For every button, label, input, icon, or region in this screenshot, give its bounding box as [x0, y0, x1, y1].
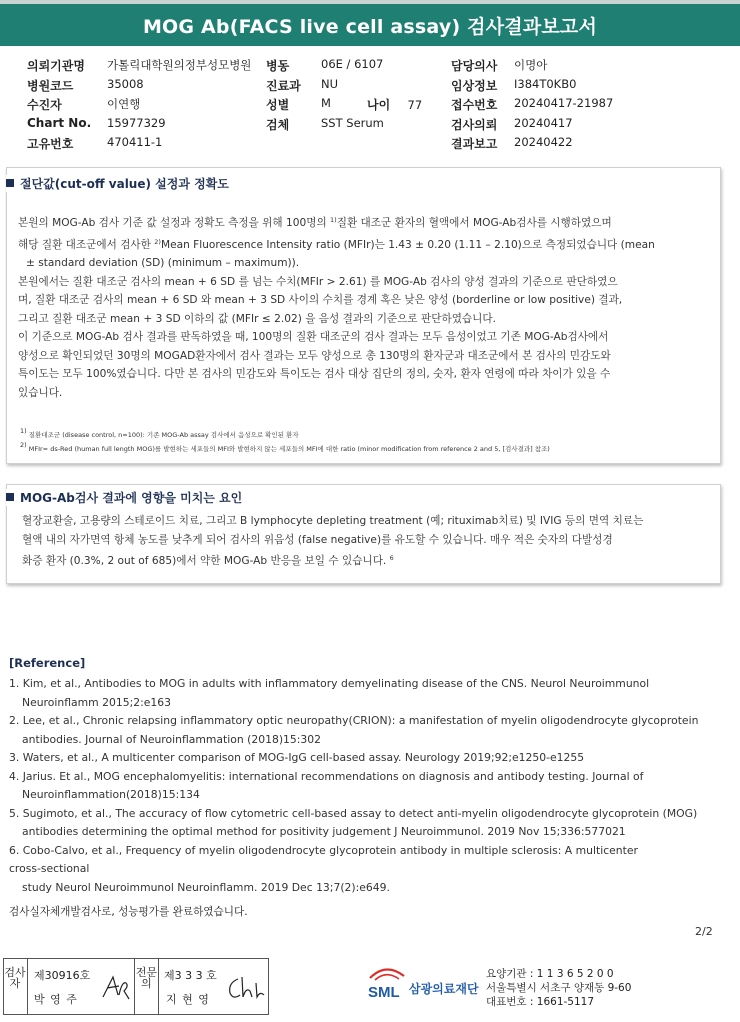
reference-item: 6. Cobo-Calvo, et al., Frequency of myelin oligodendrocyte glycoprotein antibody in multiple sclerosis: A multicenter cross-sectional study Neurol Neuroimmunol Neuroinflamm. 2019 Dec 13;7(2):e649.	[9, 843, 638, 894]
label-ward: 병동	[266, 59, 290, 73]
value-clinical-info: I384T0KB0	[514, 76, 577, 91]
patient-info	[0, 52, 740, 152]
age-field	[367, 96, 422, 113]
value-chart-no: 15977329	[107, 115, 166, 130]
label-hospital-code: 병원코드	[27, 78, 74, 93]
value-report-date: 20240422	[514, 135, 573, 149]
tester-signature-icon	[100, 973, 132, 1003]
label-sex: 성별	[266, 98, 290, 112]
label-age: 나이	[367, 98, 391, 112]
reviewer-name: 지 현 영	[166, 993, 210, 1006]
section-bullet-icon	[6, 179, 14, 187]
value-ward: 06E / 6107	[321, 57, 384, 71]
value-hospital-code: 35008	[107, 76, 144, 91]
reviewer-license: 제3 3 3 호	[164, 969, 217, 982]
reviewer-signature-icon	[226, 973, 266, 1003]
reviewer-label-cell	[134, 959, 159, 1014]
org-address: 서울특별시 서초구 양재동 9-60	[486, 982, 632, 994]
label-specimen: 검체	[266, 117, 290, 132]
value-department: NU	[321, 76, 339, 91]
info-col3	[451, 57, 497, 155]
footnotes	[20, 426, 710, 454]
cutoff-section-title: 절단값(cut-off value) 설정과 정확도	[6, 175, 235, 192]
org-contact	[486, 967, 631, 1009]
factors-section-body: 혈장교환술, 고용량의 스테로이드 치료, 그리고 B lymphocyte depleting treatment (예; rituximab치료) 및 IVIG 등의 면역 치료는 혈액 내의 자가면역 항체 농도를 낮추게 되어 검사의 위음성 (false negative)를 유도할 수 있습니다. 매우 적은 숫자의 다발성경 화증 환자 (0.3%, 2 out of 685)에서 약한 MOG-Ab 반응을 보일 수 있습니다. $^6$	[22, 515, 644, 567]
footnote-1: 1) 질환대조군 (disease control, n=100): 기존 MOG-Ab assay 검사에서 음성으로 확인된 환자	[20, 427, 299, 439]
value-sex: M	[321, 96, 331, 110]
section-bullet-icon	[6, 493, 14, 501]
label-patient: 수진자	[27, 98, 62, 112]
label-request-date: 검사의뢰	[451, 117, 498, 132]
value-client: 가톨릭대학원의정부성모병원	[107, 58, 252, 72]
label-client: 의뢰기관명	[27, 59, 85, 73]
reference-item: 3. Waters, et al., A multicenter comparison of MOG-IgG cell-based assay. Neurology 2019;92;e1250-e1255	[9, 751, 585, 764]
tester-license: 제30916호	[34, 969, 91, 982]
value-receipt-no: 20240417-21987	[514, 96, 614, 110]
info-col3-values	[514, 57, 613, 155]
label-clinical-info: 임상정보	[451, 78, 498, 93]
value-unique-no: 470411-1	[107, 135, 163, 149]
label-unique-no: 고유번호	[27, 137, 74, 151]
reference-item: 2. Lee, et al., Chronic relapsing inflammatory optic neuropathy(CRION): a manifestation of myelin oligodendrocyte glycoprotein antibodies. Journal of Neuroinflammation (2018)15:302	[9, 714, 699, 746]
sml-logo-icon	[366, 964, 410, 1004]
info-col1	[27, 57, 91, 155]
reference-item: 1. Kim, et al., Antibodies to MOG in adults with inflammatory demyelinating disease of the CNS. Neurol Neuroimmunol Neuroinflamm 2015;2:e163	[9, 677, 650, 709]
paragraph-1: 본원의 MOG-Ab 검사 기준 값 설정과 정확도 측정을 위해 100명의 $^{1)}$질환 대조군 환자의 혈액에서 MOG-Ab검사를 시행하였으며 해당 질환 대조군에서 검사한 $^{2)}$Mean Fluorescence Intensity ratio (MFIr)는 1.43 ± 0.20 (1.11 – 2.10)으로 측정되었습니다 (mean ± standard deviation (SD) (minimum – maximum)).	[18, 216, 655, 269]
label-receipt-no: 접수번호	[451, 98, 498, 112]
signature-box	[3, 958, 269, 1015]
info-col2	[266, 57, 301, 135]
tester-label-cell	[4, 959, 28, 1014]
report-title: MOG Ab(FACS live cell assay) 검사결과보고서	[142, 16, 598, 38]
label-department: 진료과	[266, 78, 301, 93]
value-specimen: SST Serum	[321, 115, 384, 130]
label-report-date: 결과보고	[451, 137, 498, 151]
footnote-2: 2) MFIr= ds-Red (human full length MOG)를 발현하는 세포들의 MFI와 발현하지 않는 세포들의 MFI에 대한 ratio (minor modification from reference 2 and 5, [검사결과] 참조)	[20, 441, 550, 453]
value-age: 77	[407, 98, 423, 112]
tester-label: 검사자	[4, 966, 26, 990]
lab-developed-note: 검사실자체개발검사로, 성능평가를 완료하였습니다.	[9, 906, 248, 918]
svg-text:SML: SML	[368, 984, 400, 1001]
label-chart-no: Chart No.	[27, 115, 92, 130]
factors-section-title: MOG-Ab검사 결과에 영향을 미치는 요인	[6, 489, 248, 506]
reference-item: 4. Jarius. Et al., MOG encephalomyelitis: international recommendations on diagnosis and antibody testing. Journal of Neuroinflammation(2018)15:134	[9, 769, 644, 801]
reference-item: 5. Sugimoto, et al., The accuracy of flow cytometric cell-based assay to detect anti-myelin oligodendrocyte glycoprotein (MOG) antibodies determining the optimal method for positivity judgement J Neuroimmunol. 2019 Nov 15;336:577021	[9, 806, 698, 838]
paragraph-2: 본원에서는 질환 대조군 검사의 mean + 6 SD 를 넘는 수치(MFIr > 2.61) 를 MOG-Ab 검사의 양성 결과의 기준으로 판단하였으 며, 질환 대조군 검사의 mean + 6 SD 와 mean + 3 SD 사이의 수치를 경계 혹은 낮은 양성 (borderline or low positive) 결과, 그리고 질환 대조군 mean + 3 SD 이하의 값 (MFIr ≤ 2.02) 을 음성 결과의 기준으로 판단하였습니다.	[18, 275, 623, 325]
value-patient: 이연행	[107, 97, 141, 111]
cutoff-section-body	[18, 211, 718, 402]
org-name: 삼광의료재단	[409, 982, 479, 996]
reference-title: [Reference]	[9, 656, 86, 670]
paragraph-3: 이 기준으로 MOG-Ab 검사 결과를 판독하였을 때, 100명의 질환 대조군의 검사 결과는 모두 음성이었고 기존 MOG-Ab검사에서 양성으로 확인되었던 30명의 MOGAD환자에서 검사 결과는 모두 양성으로 총 130명의 환자군과 대조군에서 본 검사의 민감도와 특이도는 모두 100%였습니다. 다만 본 검사의 민감도와 특이도는 검사 대상 집단의 정의, 숫자, 환자 연령에 따라 차이가 있을 수 있습니다.	[18, 331, 611, 399]
reference-list	[9, 675, 724, 897]
reviewer-label: 전문의	[135, 966, 158, 990]
value-request-date: 20240417	[514, 115, 573, 130]
care-code: 요양기관 : 1 1 3 6 5 2 0 0	[486, 968, 614, 980]
page-number: 2/2	[695, 925, 713, 938]
report-header	[0, 0, 740, 46]
value-doctor: 이명아	[514, 58, 548, 72]
tester-name: 박 영 주	[34, 993, 78, 1006]
info-col1-values	[107, 57, 251, 155]
org-phone: 대표번호 : 1661-5117	[486, 996, 595, 1008]
label-doctor: 담당의사	[451, 59, 498, 73]
